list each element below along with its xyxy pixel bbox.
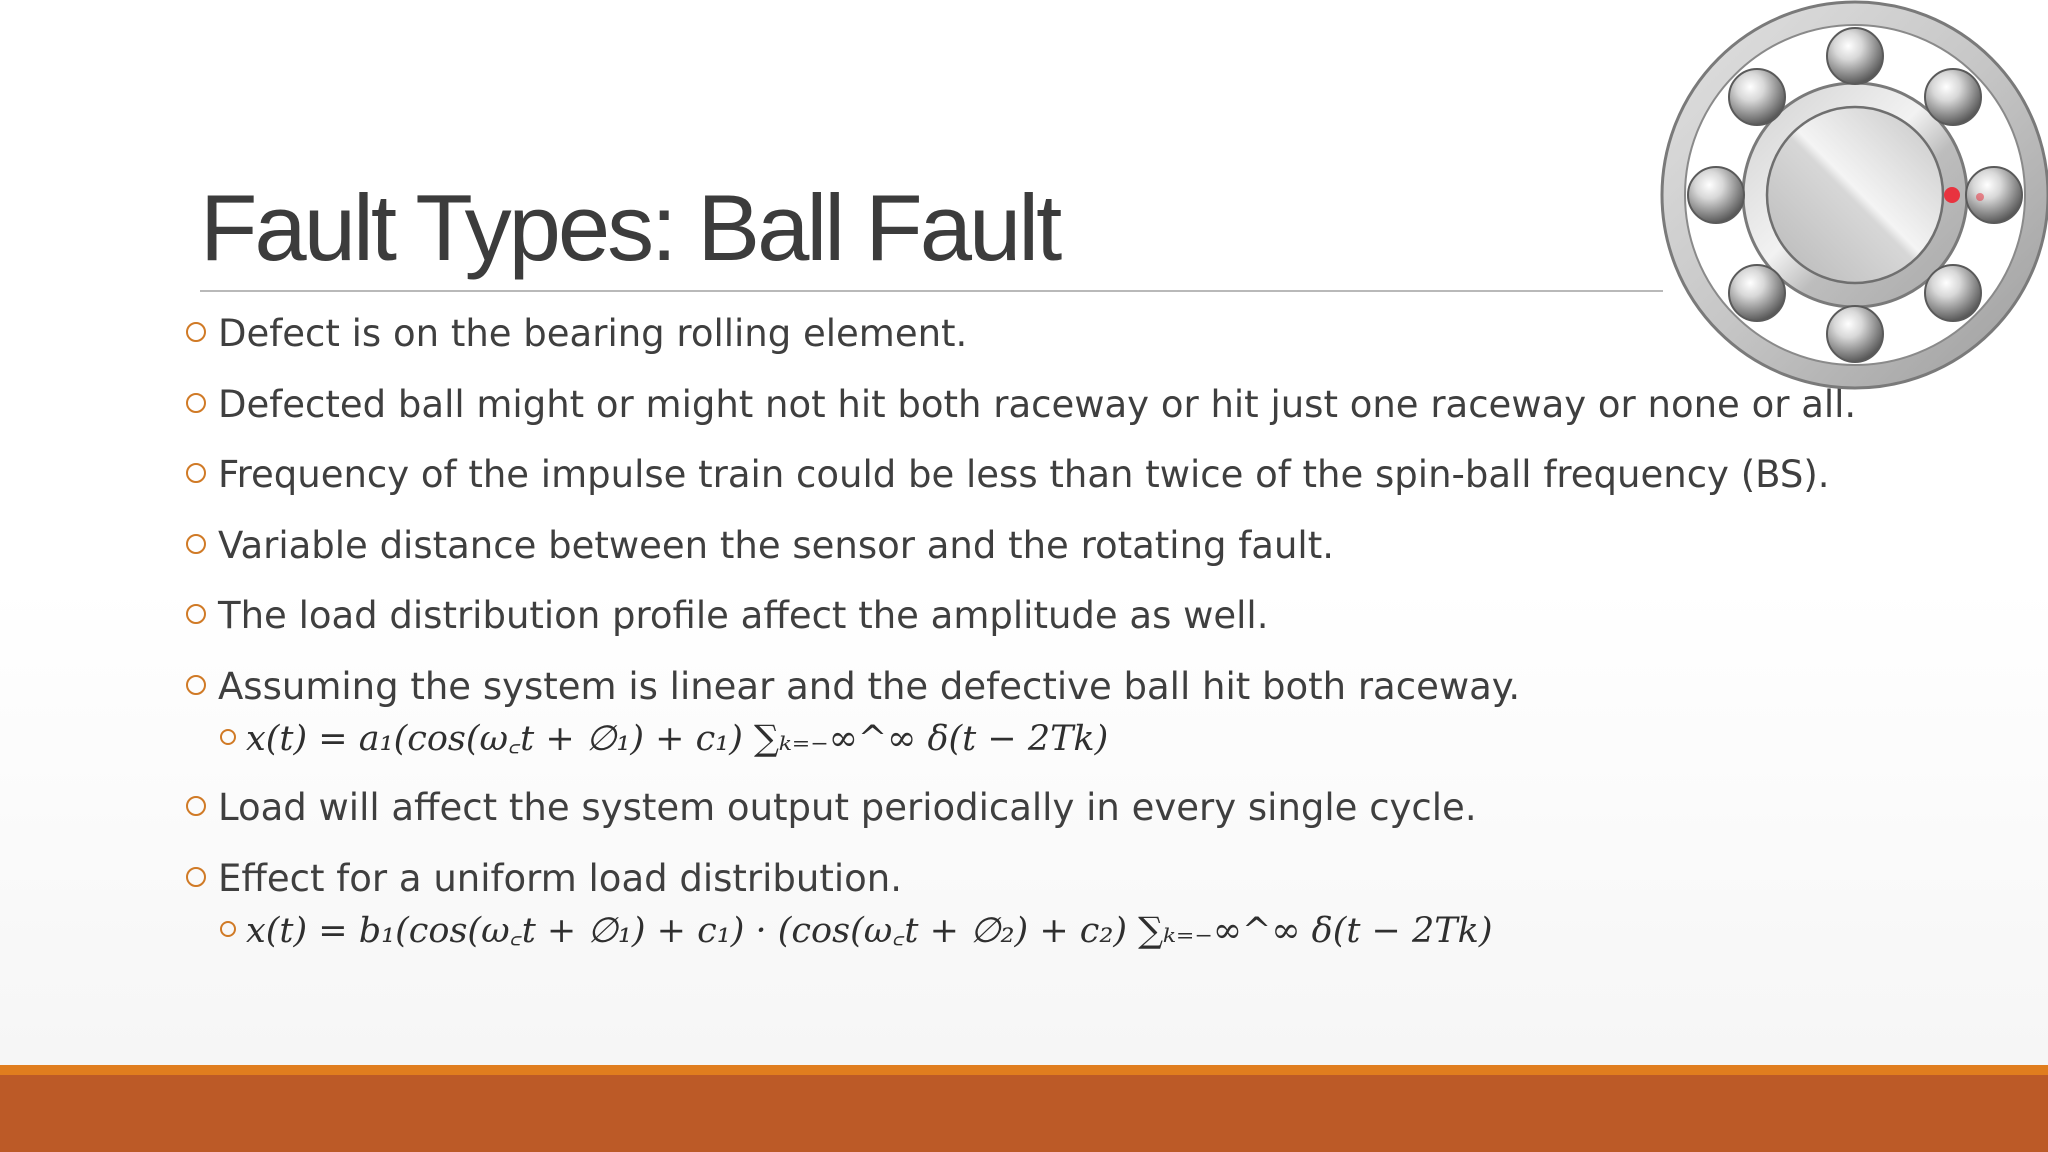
bullet-icon xyxy=(186,796,206,816)
inner-hub xyxy=(1767,107,1943,283)
bullet-item: Load will affect the system output periodically in every single cycle. xyxy=(186,786,1477,829)
bullet-icon xyxy=(186,867,206,887)
bullet-icon xyxy=(186,675,206,695)
bullet-item: Defected ball might or might not hit both raceway or hit just one raceway or none or all. xyxy=(186,383,1856,426)
bullet-item: Frequency of the impulse train could be less than twice of the spin-ball frequency (BS). xyxy=(186,453,1830,496)
fault-marker-icon xyxy=(1944,187,1960,203)
rolling-ball xyxy=(1925,69,1981,125)
bullet-icon xyxy=(186,463,206,483)
bullet-icon xyxy=(186,322,206,342)
title-divider xyxy=(200,290,1663,292)
bullet-item: Assuming the system is linear and the defective ball hit both raceway. xyxy=(186,665,1520,708)
rolling-ball xyxy=(1688,167,1744,223)
sub-bullet-icon xyxy=(220,921,236,937)
ball-bearing-diagram xyxy=(1660,0,2048,392)
rolling-ball xyxy=(1827,306,1883,362)
footer-bar xyxy=(0,1075,2048,1152)
sub-bullet-icon xyxy=(220,729,236,745)
footer-accent-stripe xyxy=(0,1065,2048,1075)
bullet-item: Effect for a uniform load distribution. xyxy=(186,857,902,900)
formula-2: x(t) = b₁(cos(ω꜀t + ∅₁) + c₁) · (cos(ω꜀t + ∅₂) + c₂) ∑ₖ₌₋∞^∞ δ(t − 2Tk) xyxy=(246,911,1493,951)
formula-item xyxy=(220,906,1493,953)
rolling-ball xyxy=(1729,265,1785,321)
slide-title: Fault Types: Ball Fault xyxy=(200,175,1060,280)
bullet-item: Defect is on the bearing rolling element. xyxy=(186,312,967,355)
fault-marker-trail-icon xyxy=(1976,193,1984,201)
rolling-ball xyxy=(1729,69,1785,125)
bullet-icon xyxy=(186,604,206,624)
rolling-ball xyxy=(1925,265,1981,321)
bullet-icon xyxy=(186,393,206,413)
formula-1: x(t) = a₁(cos(ω꜀t + ∅₁) + c₁) ∑ₖ₌₋∞^∞ δ(t − 2Tk) xyxy=(246,719,1109,759)
formula-item xyxy=(220,714,1108,761)
bullet-item: The load distribution profile affect the amplitude as well. xyxy=(186,594,1268,637)
bullet-icon xyxy=(186,534,206,554)
bullet-item: Variable distance between the sensor and the rotating fault. xyxy=(186,524,1334,567)
rolling-ball xyxy=(1966,167,2022,223)
rolling-ball xyxy=(1827,28,1883,84)
